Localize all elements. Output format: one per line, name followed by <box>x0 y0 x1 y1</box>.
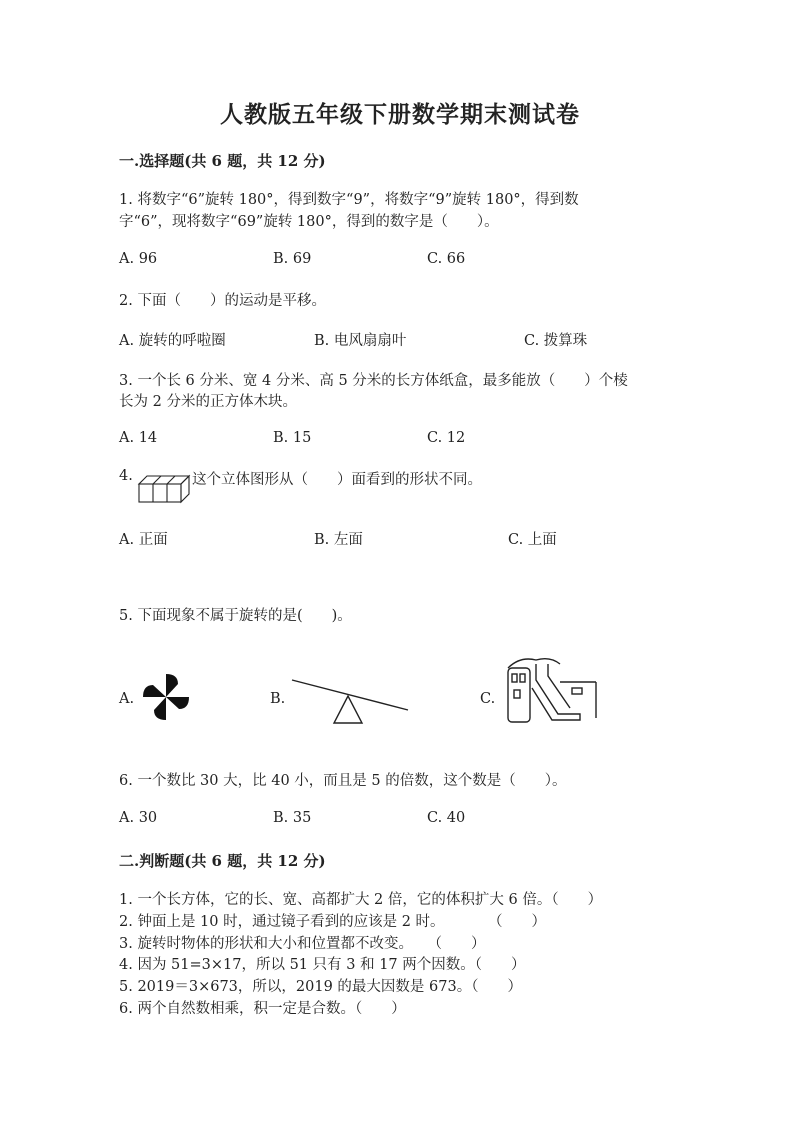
page-title: 人教版五年级下册数学期末测试卷 <box>220 101 580 128</box>
question-2-option-c: C. 拨算珠 <box>524 333 588 349</box>
question-1-option-a: A. 96 <box>119 251 158 267</box>
pinwheel-icon <box>138 670 194 724</box>
question-1-option-c: C. 66 <box>427 251 466 267</box>
judge-item-2: 2. 钟面上是 10 时，通过镜子看到的应该是 2 时。 （ ） <box>119 914 547 930</box>
question-4-option-c: C. 上面 <box>508 532 557 548</box>
question-1-option-b: B. 69 <box>273 251 312 267</box>
judge-item-1: 1. 一个长方体，它的长、宽、高都扩大 2 倍，它的体积扩大 6 倍。（ ） <box>119 892 603 908</box>
question-4-number: 4. <box>119 468 133 484</box>
question-3-option-c: C. 12 <box>427 430 466 446</box>
slide-icon <box>500 654 604 726</box>
question-6-option-b: B. 35 <box>273 810 312 826</box>
question-2-option-b: B. 电风扇扇叶 <box>314 333 407 349</box>
question-3-line-1: 3. 一个长 6 分米、宽 4 分米、高 5 分米的长方体纸盒，最多能放（ ）个棱 <box>119 373 628 389</box>
question-6-line-1: 6. 一个数比 30 大，比 40 小，而且是 5 的倍数，这个数是（ ）。 <box>119 773 567 789</box>
question-6-option-a: A. 30 <box>119 810 158 826</box>
question-4-option-a: A. 正面 <box>119 532 168 548</box>
judge-item-3: 3. 旋转时物体的形状和大小和位置都不改变。 （ ） <box>119 936 486 952</box>
question-6-option-c: C. 40 <box>427 810 466 826</box>
question-3-line-2: 长为 2 分米的正方体木块。 <box>119 394 297 410</box>
question-2-option-a: A. 旋转的呼啦圈 <box>119 333 226 349</box>
section-heading-true-false: 二.判断题(共 6 题，共 12 分) <box>119 852 326 870</box>
question-1-line-1: 1. 将数字“6”旋转 180°，得到数字“9”，将数字“9”旋转 180°，得到数 <box>119 192 579 208</box>
question-5-option-b: B. <box>270 691 286 707</box>
judge-item-6: 6. 两个自然数相乘，积一定是合数。（ ） <box>119 1001 406 1017</box>
question-1-line-2: 字“6”，现将数字“69”旋转 180°，得到的数字是（ ）。 <box>119 214 499 230</box>
question-5-line-1: 5. 下面现象不属于旋转的是( )。 <box>119 608 352 624</box>
section-heading-choice: 一.选择题(共 6 题，共 12 分) <box>119 152 326 170</box>
question-5-option-a: A. <box>119 691 135 707</box>
question-3-option-b: B. 15 <box>273 430 312 446</box>
question-3-option-a: A. 14 <box>119 430 158 446</box>
question-5-option-c: C. <box>480 691 496 707</box>
judge-item-5: 5. 2019＝3×673，所以，2019 的最大因数是 673。（ ） <box>119 979 522 995</box>
question-4-line-1: 这个立体图形从（ ）面看到的形状不同。 <box>192 472 482 488</box>
three-cubes-icon <box>137 472 193 506</box>
question-4-option-b: B. 左面 <box>314 532 363 548</box>
seesaw-icon <box>290 676 410 726</box>
question-2-line-1: 2. 下面（ ）的运动是平移。 <box>119 293 326 309</box>
judge-item-4: 4. 因为 51=3×17，所以 51 只有 3 和 17 两个因数。（ ） <box>119 957 526 973</box>
